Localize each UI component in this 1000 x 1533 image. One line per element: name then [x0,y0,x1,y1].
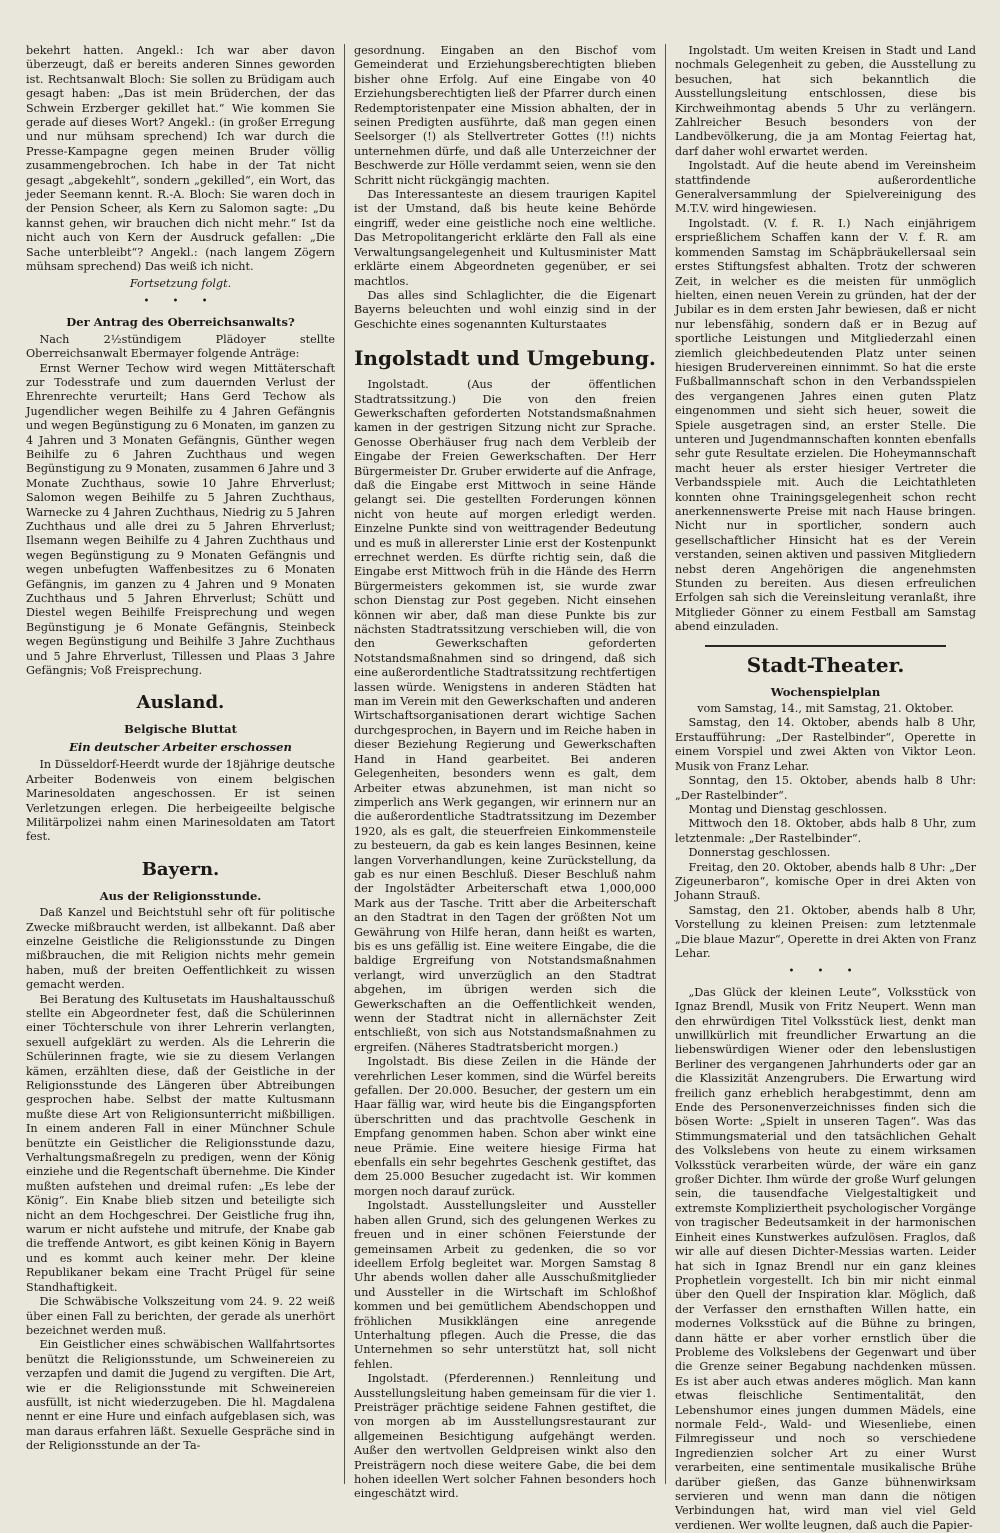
schedule-dates: vom Samstag, 14., mit Samstag, 21. Oktober. [697,702,954,716]
heading-belgische-bluttat: Belgische Bluttat [124,722,237,737]
religion-text-4: Ein Geistlicher eines schwäbischen Wallfahrtsortes benützt die Religionsstunde, um Schweinereien zu verzapfen und damit die Jugend zu vergiften. Die Art, wie er die Religionsstunde mit Schweinereien ausfüllt, ist nicht wiederzugeben. Die hl. Magdalena nennt er eine Hure und einfach aufgeblasen sich, was man daraus erfahren läßt. Sexuelle Gespräche sind in der Religionsstunde an der Ta- [26,1338,335,1453]
religion-text-3: Die Schwäbische Volkszeitung vom 24. 9. 22 weiß über einen Fall zu berichten, der gerade als unerhört bezeichnet werden muß. [26,1295,335,1337]
schedule-4: Mittwoch den 18. Oktober, abds halb 8 Uhr, zum letztenmale: „Der Rastelbinder“. [675,817,976,845]
separator: • • • [143,295,218,307]
religion-text-2: Bei Beratung des Kultusetats im Haushaltausschuß stellte ein Abgeordneter fest, daß die Schülerinnen einer Töchterschule von ihrer Lehrerin verlangten, sexuell aufgeklärt zu werden. Als die Lehrerin die Schülerinnen fragte, wie sie zu diesem Verlangen kämen, erzählten diese, daß der Geistliche in der Religionsstunde des Längeren über Abtreibungen gesprochen habe. Selbst der matte Kultusmann mußte diese Art von Religionsunterricht mißbilligen. In einem anderen Fall in einer Münchner Schule benützte ein Geistlicher die Religionsstunde dazu, Verhaltungsmaßregeln zu predigen, wenn der König einziehe und die Regentschaft übernehme. Die Kinder mußten aufstehen und dreimal rufen: „Es lebe der König“. Ein Knabe blieb sitzen und beteiligte sich nicht an dem Hochgeschrei. Der Geistliche frug ihn, warum er nicht aufstehe und mitrufe, der Knabe gab die treffende Antwort, es gibt keinen König in Bayern und es kommt auch keiner mehr. Der kleine Republikaner bekam eine Tracht Prügel für seine Standhaftigkeit. [26,992,335,1294]
local-news-1: Ingolstadt. (Aus der öffentlichen Stadtratssitzung.) Die von den freien Gewerkschaften geforderten Notstandsmaßnahmen kamen in der gestrigen Sitzung nicht zur Sprache. Genosse Oberhäuser frug nach dem Verbleib der Eingabe der Freien Gewerkschaften. Der Herr Bürgermeister Dr. Gruber erwiderte auf die Anfrage, daß die Eingabe erst Mittwoch in seine Hände gelangt sei. Die gestellten Forderungen können nicht von heute auf morgen erledigt werden. Einzelne Punkte sind von weittragender Bedeutung und es muß in allererster Linie erst der Kostenpunkt errechnet werden. Es dürfte richtig sein, daß die Eingabe erst Mittwoch früh in die Hände des Herrn Bürgermeisters gekommen ist, sie wurde zwar schon Dienstag zur Post gegeben. Nicht einsehen können wir aber, daß man diese Punkte bis zur nächsten Stadtratssitzung verschieben will, die von den Gewerkschaften geforderten Notstandsmaßnahmen sind so dringend, daß sich eine außerordentliche Stadtratssitzung rechtfertigen lassen würde. Wenigstens in anderen Städten hat man im Verein mit den Gewerkschaften und anderen Wirtschaftsorganisationen derart wichtige Sachen durchgesprochen, in Bayern und im Reiche haben in dieser Beziehung Regierung und Gewerkschaften Hand in Hand gearbeitet. Bei anderen Gelegenheiten, besonders wenn es galt, dem Arbeiter etwas abzunehmen, ist man nicht so zimperlich ans Werk gegangen, wir erinnern nur an die außerordentliche Stadtratssitzung im Dezember 1920, als es galt, die steuerfreien Einkommensteile zu besteuern, da gab es kein langes Besinnen, keine langen Vorverhandlungen, keine Zurückstellung, da gab es nur einen Beschluß. Dieser Beschluß nahm der Ingolstädter Arbeiterschaft etwa 1,000,000 Mark aus der Tasche. Tritt aber die Arbeiterschaft an den Stadtrat in den Tagen der größten Not um Gewährung von Hilfe heran, dann heißt es warten, bis es uns gefällig ist. Eine weitere Eingabe, die die baldige Ergreifung von Notstandsmaßnahmen verlangt, wird unverzüglich an den Stadtrat abgehen, im übrigen werden sich die Gewerkschaften an die Oeffentlichkeit wenden, wenn der Stadtrat nicht in allernächster Zeit entschließt, von sich aus Notstandsmaßnahmen zu ergreifen. (Näheres Stadtratsbericht morgen.) [354,378,656,1054]
local-news-7: Ingolstadt. (V. f. R. I.) Nach einjährigem ersprießlichem Schaffen kann der V. f. R. am kommenden Samstag im Schäpbräukellersaal sein erstes Stiftungsfest abhalten. Trotz der schweren Zeit, in welcher es die meisten für unmöglich hielten, einen neuen Verein zu gründen, hat der der Jubilar es in dem ersten Jahr bewiesen, daß er nicht nur lebensfähig, sondern daß er in Bezug auf sportliche Leistungen und Mitgliederzahl einen ziemlich gleichbedeutenden Platz unter seinen hiesigen Brudervereinen einnimmt. So hat die erste Fußballmannschaft schon in den Verbandsspielen des vergangenen Jahres einen guten Platz eingenommen und sieht sich heuer, soweit die Spiele ausgetragen sind, an erster Stelle. Die unteren und Jugendmannschaften konnten ebenfalls sehr gute Resultate erzielen. Die Hoheymannschaft macht heuer als erster hiesiger Vertreter die Verbandsspiele mit. Auch die Leichtathleten konnten ohne Trainingsgelegenheit schon recht anerkennenswerte Preise mit nach Hause bringen. Nicht nur in sportlicher, sondern auch gesellschaftlicher Hinsicht hat es der Verein verstanden, seinen aktiven und passiven Mitgliedern nebst deren Angehörigen die angenehmsten Stunden zu bereiten. Aus diesen erfreulichen Erfolgen sah sich die Vereinsleitung veranlaßt, ihre Mitglieder Gönner zu einem Festball am Samstag abend einzuladen. [675,216,976,634]
schedule-5: Donnerstag geschlossen. [688,846,831,860]
local-news-3: Ingolstadt. Ausstellungsleiter und Aussteller haben allen Grund, sich des gelungenen Werkes zu freuen und in einer schönen Feierstunde der gemeinsamen Arbeit zu gedenken, die so vor ideellem Erfolg begleitet war. Morgen Samstag 8 Uhr abends wollen daher alle Ausschußmitglieder und Aussteller in die Wirtschaft im Schloßhof kommen und bei gemütlichem Abendschoppen und fröhlichen Musikklängen eine anregende Unterhaltung pflegen. Auch die Presse, die das Unternehmen so sehr unterstützt hat, soll nicht fehlen. [354,1199,656,1371]
column-3 [666,44,976,1532]
separator: • • • [788,966,863,978]
schedule-7: Samstag, den 21. Oktober, abends halb 8 Uhr, Vorstellung zu kleinen Preisen: zum letztenmale „Die blaue Mazur“, Operette in drei Akten von Franz Lehar. [675,903,976,960]
heading-ingolstadt-umgebung: Ingolstadt und Umgebung. [354,346,656,371]
local-news-4: Ingolstadt. (Pferderennen.) Rennleitung und Ausstellungsleitung haben gemeinsam für die vier 1. Preisträger prächtige seidene Fahnen gestiftet, die von morgen ab im Ausstellungsrestaurant zur allgemeinen Besichtigung aufgehängt werden. Außer den wertvollen Geldpreisen winkt also den Preisträgern noch diese weitere Gabe, die bei dem hohen ideellen Wert solcher Fahnen besonders hoch eingeschätzt wird. [354,1372,656,1501]
schedule-1: Samstag, den 14. Oktober, abends halb 8 Uhr, Erstaufführung: „Der Rastelbinder“, Operette in einem Vorspiel und zwei Akten von Viktor Leon. Musik von Franz Lehar. [675,716,976,773]
religion-continued-2: Das Interessanteste an diesem traurigen Kapitel ist der Umstand, daß bis heute keine Behörde eingriff, weder eine geistliche noch eine weltliche. Das Metropolitangericht erklärte den Fall als eine Verwaltungsangelegenheit und Kultusminister Matt erklärte einem Abgeordneten gegenüber, er sei machtlos. [354,188,656,288]
column-1 [26,44,344,1484]
divider [705,645,946,647]
continuation-note: Fortsetzung folgt. [129,276,232,290]
schedule-3: Montag und Dienstag geschlossen. [688,802,888,816]
heading-stadt-theater: Stadt-Theater. [746,652,905,677]
religion-text-1: Daß Kanzel und Beichtstuhl sehr oft für politische Zwecke mißbraucht werden, ist allbekannt. Daß aber einzelne Geistliche die Religionsstunde zu Dingen mißbrauchen, die mit Religion nichts mehr gemein haben, muß der breiten Oeffentlichkeit zu wissen gemacht werden. [26,906,335,992]
heading-bayern: Bayern. [141,858,220,880]
column-2 [345,44,665,1501]
review-text: „Das Glück der kleinen Leute“, Volksstück von Ignaz Brendl, Musik von Fritz Neupert. Wenn man den ehrwürdigen Titel Volksstück liest, denkt man unwillkürlich mit freundlicher Erwartung an die liebenswürdigen Wiener oder den lebenslustigen Berliner des vergangenen Jahrhunderts oder gar an die Klassizität Anzengrubers. Die Erwartung wird freilich ganz erheblich herabgestimmt, denn am Ende des Personenverzeichnisses finden sich die bösen Worte: „Spielt in unseren Tagen“. Was das Stimmungsmaterial und den tatsächlichen Gehalt des Volkslebens von heute zu einem wirksamen Volksstück verarbeiten würde, der wäre ein ganz großer Dichter. Ihm würde der große Wurf gelungen sein, die tausendfache Vielgestaltigkeit und extremste Kompliziertheit psychologischer Vorgänge von tragischer Bedeutsamkeit in der harmonischen Einheit eines Kunstwerkes aufzulösen. Fraglos, daß wir alle auf diesen Dichter-Messias warten. Leider hat sich in Ignaz Brendl nur ein ganz kleines Prophetlein vorgestellt. Ich bin mir nicht einmal über den Quell der Inspiration klar. Möglich, daß der Verfasser den ernsthaften Willen hatte, ein modernes Volksstück auf die Bühne zu bringen, dann hätte er aber vorher ernstlich über die Probleme des Volkslebens der Gegenwart und über die Grenze seiner Begabung nachdenken müssen. Es ist aber auch etwas anderes möglich. Man kann etwas fleischliche Sentimentalität, den Lebenshumor eines jungen dummen Mädels, eine normale Feld-, Wald- und Wiesenliebe, einen Filmregisseur und noch so verschiedene Ingredienzien solcher Art zu einer Wurst verarbeiten, eine sentimentale musikalische Brühe darüber gießen, das Ganze bühnenwirksam servieren und wenn man dann die nötigen Verbindungen hat, wird man viel viel Geld verdienen. Wer wollte leugnen, daß auch die Papier- [675,985,976,1532]
religion-continued: gesordnung. Eingaben an den Bischof vom Gemeinderat und Erziehungsberechtigten blieben bisher ohne Erfolg. Auf eine Eingabe von 40 Erziehungsberechtigten ließ der Pfarrer durch einen Redemptoristenpater eine Mission abhalten, der in seinen Predigten ausführte, daß man gegen einen Seelsorger (!) als Stellvertreter Gottes (!!) nichts unternehmen dürfe, und daß alle Unterzeichner der Beschwerde zur Hölle verdammt seien, wenn sie den Schritt nicht rückgängig machten. [354,44,656,187]
local-news-2: Ingolstadt. Bis diese Zeilen in die Hände der verehrlichen Leser kommen, sind die Würfel bereits gefallen. Der 20.000. Besucher, der gestern um ein Haar fällig war, wird heute bis die Eingangspforten überschritten und das prachtvolle Geschenk in Empfang genommen haben. Schon aber winkt eine neue Prämie. Eine weitere hiesige Firma hat ebenfalls ein sehr begehrtes Geschenk gestiftet, das dem 25.000 Besucher zugedacht ist. Wir kommen morgen noch darauf zurück. [354,1055,656,1198]
antrag-text: Ernst Werner Techow wird wegen Mittäterschaft zur Todesstrafe und zum dauernden Verlust der Ehrenrechte verurteilt; Hans Gerd Techow als Jugendlicher wegen Beihilfe zu 4 Jahren Gefängnis und wegen Begünstigung zu 6 Monaten, im ganzen zu 4 Jahren und 3 Monaten Gefängnis, Günther wegen Beihilfe zu 6 Jahren Zuchthaus und wegen Begünstigung zu 9 Monaten, zusammen 6 Jahre und 3 Monate Zuchthaus, sowie 10 Jahre Ehrverlust; Salomon wegen Beihilfe zu 5 Jahren Zuchthaus, Warnecke zu 4 Jahren Zuchthaus, Niedrig zu 5 Jahren Zuchthaus und alle drei zu 5 Jahren Ehrverlust; Ilsemann wegen Beihilfe zu 4 Jahren Zuchthaus und wegen Begünstigung zu 9 Monaten Gefängnis und wegen unbefugten Waffenbesitzes zu 6 Monaten Gefängnis, im ganzen zu 4 Jahren und 9 Monaten Zuchthaus und 5 Jahren Ehrverlust; Schütt und Diestel wegen Beihilfe Freisprechung und wegen Begünstigung je 6 Monate Gefängnis, Steinbeck wegen Begünstigung und Beihilfe 3 Jahre Zuchthaus und 5 Jahre Ehrverlust, Tillessen und Plaas 3 Jahre Gefängnis; Voß Freisprechung. [26,361,335,678]
local-news-5: Ingolstadt. Um weiten Kreisen in Stadt und Land nochmals Gelegenheit zu geben, die Ausstellung zu besuchen, hat sich bekanntlich die Ausstellungsleitung entschlossen, diese bis Kirchweihmontag abends 5 Uhr zu verlängern. Zahlreicher Besuch besonders von der Landbevölkerung, die ja am Montag Feiertag hat, darf daher wohl erwartet werden. [675,44,976,158]
schedule-2: Sonntag, den 15. Oktober, abends halb 8 Uhr: „Der Rastelbinder“. [675,774,976,802]
schedule-6: Freitag, den 20. Oktober, abends halb 8 Uhr: „Der Zigeunerbaron“, komische Oper in drei Akten von Johann Strauß. [675,860,976,903]
local-news-6: Ingolstadt. Auf die heute abend im Vereinsheim stattfindende außerordentliche Generalversammlung der Spielvereinigung des M.T.V. wird hingewiesen. [675,159,976,216]
heading-wochenspielplan: Wochenspielplan [770,684,881,699]
heading-antrag: Der Antrag des Oberreichsanwalts? [66,315,295,330]
heading-ausland: Ausland. [136,692,225,714]
heading-religionsstunde: Aus der Religionsstunde. [99,888,262,903]
subheading-arbeiter: Ein deutscher Arbeiter erschossen [69,739,292,754]
ausland-text: In Düsseldorf-Heerdt wurde der 18jährige deutsche Arbeiter Bodenweis von einem belgischen Marinesoldaten angeschossen. Er ist seinen Verletzungen erlegen. Die herbeigeeilte belgische Militärpolizei nahm einen Marinesoldaten am Tatort fest. [26,758,335,844]
trial-text: bekehrt hatten. Angekl.: Ich war aber davon überzeugt, daß er bereits anderen Sinnes geworden ist. Rechtsanwalt Bloch: Sie sollen zu Brüdigam auch gesagt haben: „Das ist mein Brüderchen, der das Schwein Erzberger gekillet hat.“ Wie kommen Sie gerade auf dieses Wort? Angekl.: (in großer Erregung und nur mühsam sprechend) Ich war durch die Presse-Kampagne gegen meinen Bruder völlig zusammengebrochen. Ich habe in der Tat nicht gesagt „abgekehlt“, sondern „gekilled“, ein Wort, das jeder Seemann kennt. R.-A. Bloch: Sie waren doch in der Pension Scheer, als Kern zu Salomon sagte: „Du kannst gehen, wir brauchen dich nicht mehr.“ Ist da nicht auch von Kern der Ausdruck gefallen: „Die Sache unterbleibt“? Angekl.: (nach langem Zögern mühsam sprechend) Das weiß ich nicht. [26,44,335,274]
antrag-intro: Nach 2½stündigem Plädoyer stellte Oberreichsanwalt Ebermayer folgende Anträge: [26,332,335,361]
religion-continued-3: Das alles sind Schlaglichter, die die Eigenart Bayerns beleuchten und wohl einzig sind in der Geschichte eines sogenannten Kulturstaates [354,288,656,331]
